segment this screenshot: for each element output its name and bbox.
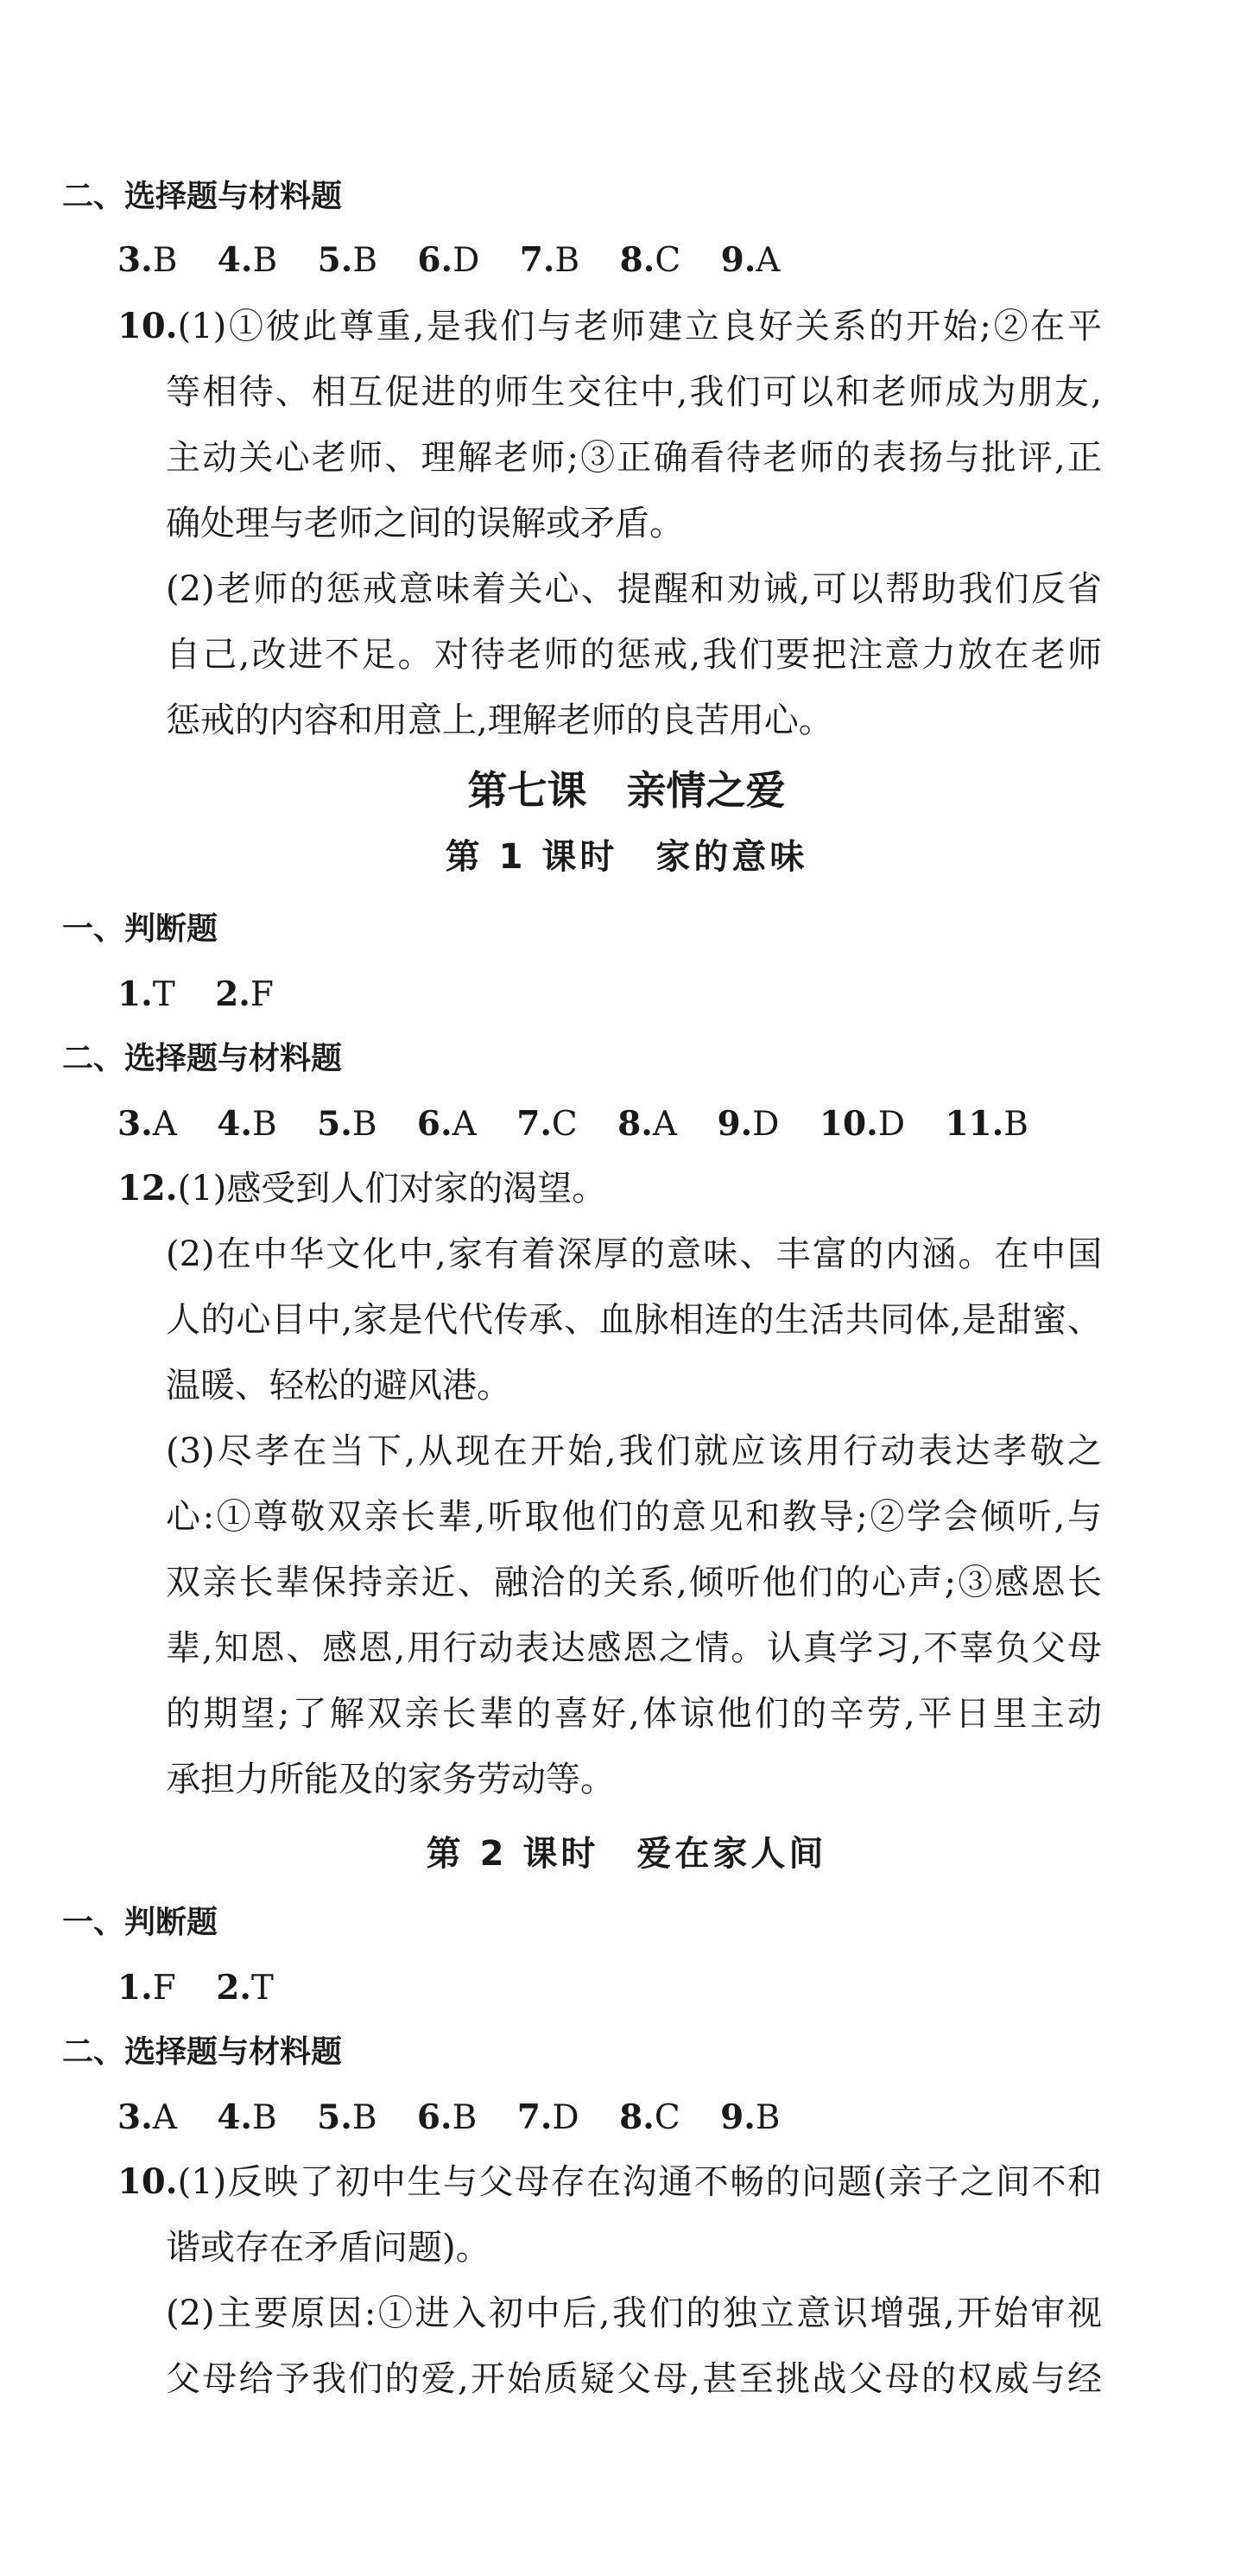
answer-paragraph: 12.(1)感受到人们对家的渴望。 <box>117 1168 607 1209</box>
section-heading-judge: 一、判断题 <box>62 1905 218 1940</box>
answer-paragraph: 双亲长辈保持亲近、融洽的关系,倾听他们的心声;③感恩长 <box>166 1563 1102 1602</box>
answer-item: 11.B <box>945 1104 1028 1144</box>
section-heading-judge: 一、判断题 <box>62 911 218 947</box>
answer-item: 5.B <box>317 1104 377 1144</box>
answer-item: 10.D <box>819 1104 905 1144</box>
answer-paragraph: 的期望;了解双亲长辈的喜好,体谅他们的辛劳,平日里主动 <box>166 1694 1102 1734</box>
answer-paragraph: 惩戒的内容和用意上,理解老师的良苦用心。 <box>166 701 833 740</box>
answer-item: 4.B <box>217 2097 277 2137</box>
answer-item: 9.D <box>717 1104 780 1144</box>
answer-item: 4.B <box>217 240 278 280</box>
answer-paragraph: (2)主要原因:①进入初中后,我们的独立意识增强,开始审视 <box>166 2294 1102 2333</box>
answer-item: 1.F <box>117 1968 176 2008</box>
answer-paragraph: 承担力所能及的家务劳动等。 <box>166 1760 615 1799</box>
answer-row <box>117 1104 1058 1144</box>
answer-item: 6.B <box>416 2097 478 2137</box>
answer-row <box>117 240 809 280</box>
answer-item: 2.T <box>216 1968 274 2008</box>
answer-item: 4.B <box>217 1104 277 1144</box>
question-number: 10. <box>117 2161 178 2202</box>
answer-item: 7.D <box>516 2097 579 2137</box>
answer-paragraph: 10.(1)反映了初中生与父母存在沟通不畅的问题(亲子之间不和 <box>117 2161 1102 2202</box>
answer-paragraph: 温暖、轻松的避风港。 <box>166 1366 511 1405</box>
answer-item: 6.D <box>417 240 480 280</box>
question-number: 10. <box>117 306 178 346</box>
answer-paragraph: 谐或存在矛盾问题)。 <box>166 2228 490 2268</box>
answer-item: 3.A <box>117 2097 177 2137</box>
answer-paragraph: 心:①尊敬双亲长辈,听取他们的意见和教导;②学会倾听,与 <box>166 1497 1102 1537</box>
lesson-title: 第七课 亲情之爱 <box>467 767 786 814</box>
section-heading-choice: 二、选择题与材料题 <box>62 2034 343 2070</box>
answer-paragraph: 辈,知恩、感恩,用行动表达感恩之情。认真学习,不辜负父母 <box>166 1628 1102 1668</box>
answer-item: 2.F <box>215 974 274 1014</box>
answer-item: 7.B <box>519 240 580 280</box>
answer-paragraph: 人的心目中,家是代代传承、血脉相连的生活共同体,是甜蜜、 <box>166 1300 1102 1340</box>
answer-item: 1.T <box>117 974 175 1014</box>
answer-paragraph: 父母给予我们的爱,开始质疑父母,甚至挑战父母的权威与经 <box>166 2359 1102 2399</box>
answer-item: 8.C <box>619 2097 680 2137</box>
answer-row <box>117 974 303 1014</box>
answer-item: 3.B <box>117 240 178 280</box>
answer-item: 5.B <box>317 2097 377 2137</box>
class-period-title: 第 2 课时 爱在家人间 <box>426 1834 827 1874</box>
answer-item: 5.B <box>317 240 377 280</box>
section-heading-choice: 二、选择题与材料题 <box>62 179 343 214</box>
section-heading-choice: 二、选择题与材料题 <box>62 1041 343 1076</box>
answer-paragraph: 主动关心老师、理解老师;③正确看待老师的表扬与批评,正 <box>166 438 1102 478</box>
answer-item: 8.A <box>617 1104 678 1144</box>
answer-row <box>117 2097 809 2137</box>
answer-paragraph: 10.(1)①彼此尊重,是我们与老师建立良好关系的开始;②在平 <box>117 306 1102 346</box>
answer-paragraph: (2)老师的惩戒意味着关心、提醒和劝诫,可以帮助我们反省 <box>166 569 1102 609</box>
answer-paragraph: 自己,改进不足。对待老师的惩戒,我们要把注意力放在老师 <box>166 635 1102 675</box>
class-period-title: 第 1 课时 家的意味 <box>445 837 808 877</box>
answer-paragraph: 确处理与老师之间的误解或矛盾。 <box>166 504 684 543</box>
answer-item: 9.A <box>720 240 781 280</box>
answer-item: 8.C <box>619 240 681 280</box>
answer-item: 6.A <box>416 1104 477 1144</box>
answer-item: 7.C <box>516 1104 578 1144</box>
question-number: 12. <box>117 1168 178 1209</box>
answer-row <box>117 1968 303 2008</box>
answer-paragraph: (3)尽孝在当下,从现在开始,我们就应该用行动表达孝敬之 <box>166 1431 1102 1471</box>
answer-paragraph: 等相待、相互促进的师生交往中,我们可以和老师成为朋友, <box>166 372 1102 412</box>
answer-item: 9.B <box>720 2097 781 2137</box>
answer-paragraph: (2)在中华文化中,家有着深厚的意味、丰富的内涵。在中国 <box>166 1234 1102 1274</box>
answer-item: 3.A <box>117 1104 177 1144</box>
